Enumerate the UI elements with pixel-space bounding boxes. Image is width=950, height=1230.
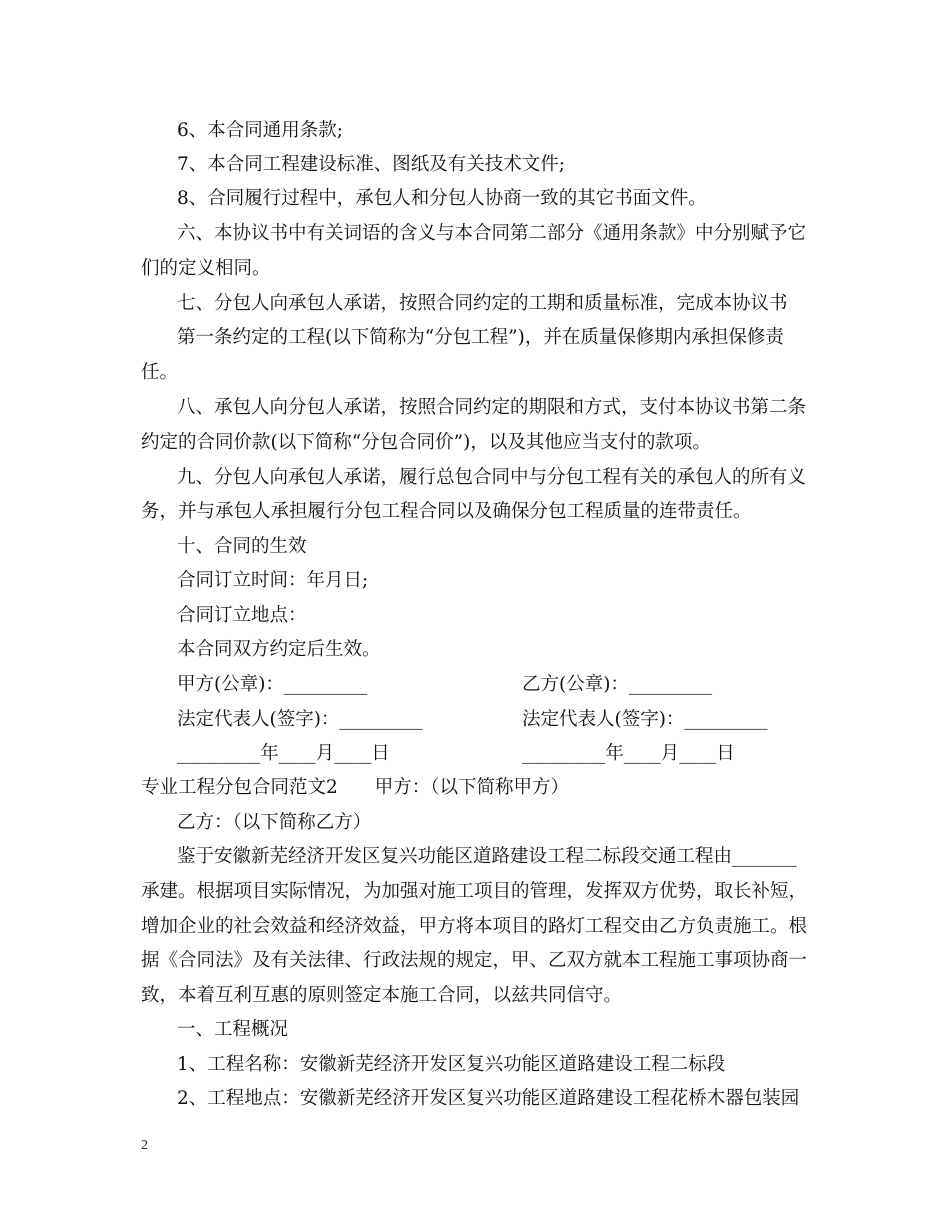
- clause-line: 鉴于安徽新芜经济开发区复兴功能区道路建设工程二标段交通工程由_______: [177, 846, 797, 867]
- clause-line: 6、本合同通用条款;: [177, 120, 344, 141]
- clause-line: 2、工程地点：安徽新芜经济开发区复兴功能区道路建设工程花桥木器包装园: [177, 1088, 800, 1109]
- clause-line: 乙方：（以下简称乙方）: [177, 812, 372, 833]
- clause-line: 致，本着互利互惠的原则签定本施工合同，以兹共同信守。: [141, 985, 623, 1006]
- clause-line: 任。: [141, 362, 179, 383]
- party-a-representative: 法定代表人(签字)：_________: [177, 709, 423, 730]
- clause-line: 务，并与承包人承担履行分包工程合同以及确保分包工程质量的连带责任。: [141, 501, 752, 522]
- clause-line: 合同订立地点：: [177, 605, 307, 626]
- clause-line: 七、分包人向承包人承诺，按照合同约定的工期和质量标准，完成本协议书: [177, 293, 788, 314]
- clause-line: 合同订立时间：年月日;: [177, 570, 369, 591]
- clause-line: 本合同双方约定后生效。: [177, 639, 381, 660]
- page-number: 2: [141, 1138, 148, 1153]
- clause-line: 六、本协议书中有关词语的含义与本合同第二部分《通用条款》中分别赋予它: [177, 223, 807, 244]
- section-heading: 一、工程概况: [177, 1019, 289, 1040]
- clause-line: 约定的合同价款(以下简称“分包合同价”)，以及其他应当支付的款项。: [141, 432, 711, 453]
- party-b-seal: 乙方(公章)：_________: [522, 674, 713, 695]
- clause-line: 第一条约定的工程(以下简称为“分包工程”)，并在质量保修期内承担保修责: [177, 327, 784, 348]
- clause-line: 8、合同履行过程中，承包人和分包人协商一致的其它书面文件。: [177, 188, 707, 209]
- section-heading: 十、合同的生效: [177, 536, 307, 557]
- clause-line: 八、承包人向分包人承诺，按照合同约定的期限和方式，支付本协议书第二条: [177, 397, 807, 418]
- clause-line: 们的定义相同。: [141, 258, 271, 279]
- party-a-seal: 甲方(公章)：_________: [177, 674, 368, 695]
- party-b-representative: 法定代表人(签字)：_________: [522, 709, 768, 730]
- clause-line: 7、本合同工程建设标准、图纸及有关技术文件;: [177, 154, 566, 175]
- clause-line: 增加企业的社会效益和经济效益，甲方将本项目的路灯工程交由乙方负责施工。根: [141, 916, 808, 937]
- party-b-date: _________年____月____日: [522, 743, 735, 764]
- clause-line: 承建。根据项目实际情况，为加强对施工项目的管理，发挥双方优势，取长补短，: [141, 881, 808, 902]
- clause-line: 据《合同法》及有关法律、行政法规的规定，甲、乙双方就本工程施工事项协商一: [141, 950, 808, 971]
- clause-line: 1、工程名称：安徽新芜经济开发区复兴功能区道路建设工程二标段: [177, 1054, 726, 1075]
- clause-line: 九、分包人向承包人承诺，履行总包合同中与分包工程有关的承包人的所有义: [177, 467, 807, 488]
- party-a-date: _________年____月____日: [177, 743, 390, 764]
- document-title-line: 专业工程分包合同范文2 甲方：（以下简称甲方）: [141, 777, 570, 798]
